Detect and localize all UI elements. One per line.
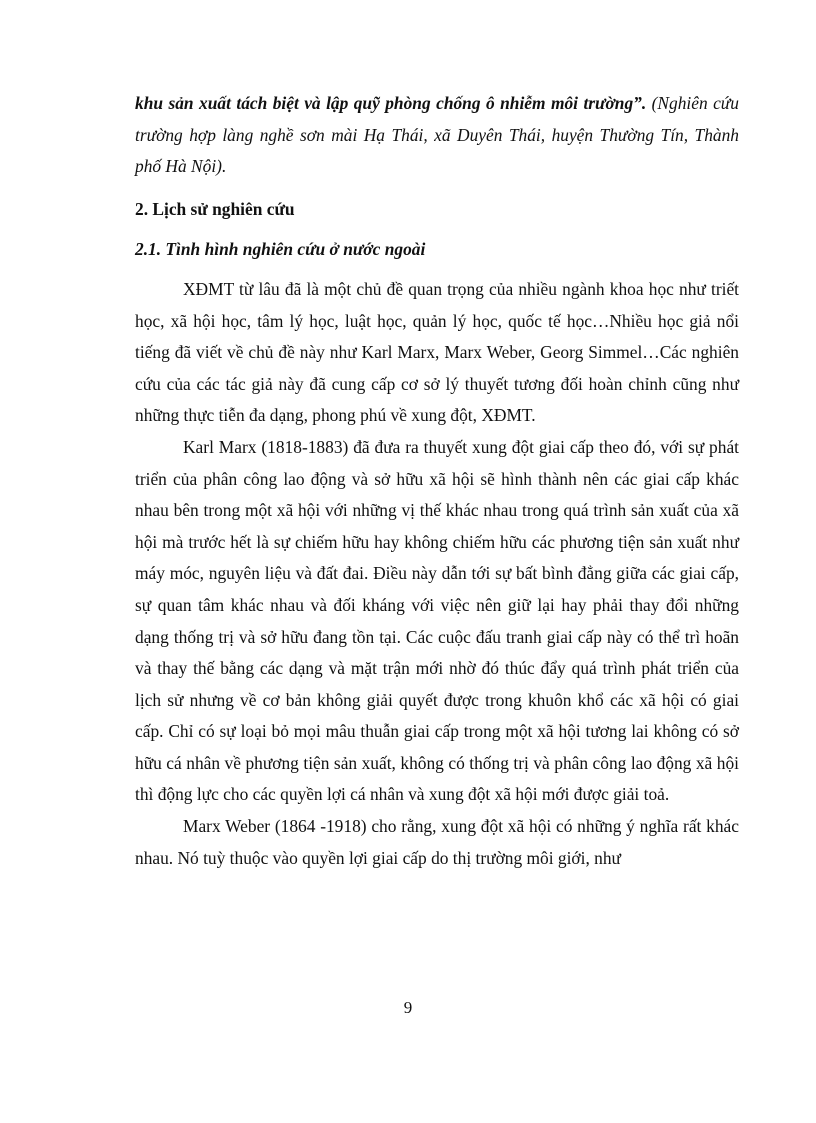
page-number: 9 <box>403 998 413 1017</box>
intro-italic-text: (Nghiên cứu trường hợp làng nghề sơn mài Hạ Thái, xã Duyên Thái, huyện Thường Tín, Thành phố Hà Nội). <box>135 93 739 177</box>
paragraph-marx-weber: Marx Weber (1864 -1918) cho rằng, xung đột xã hội có những ý nghĩa rất khác nhau. Nó tuỳ thuộc vào quyền lợi giai cấp do thị trường môi giới, như <box>135 816 739 868</box>
section-heading: 2. Lịch sử nghiên cứu <box>135 198 295 219</box>
subsection-heading: 2.1. Tình hình nghiên cứu ở nước ngoài <box>135 239 426 260</box>
intro-bold-text: khu sản xuất tách biệt và lập quỹ phòng chống ô nhiễm môi trường”. <box>135 93 647 113</box>
page-body <box>135 88 739 874</box>
paragraph-xdmt: XĐMT từ lâu đã là một chủ đề quan trọng của nhiều ngành khoa học như triết học, xã hội học, tâm lý học, luật học, quản lý học, quốc tế học…Nhiều học giả nổi tiếng đã viết về chủ đề này như Karl Marx, Marx Weber, Georg Simmel…Các nghiên cứu của các tác giả này đã cung cấp cơ sở lý thuyết tương đối hoàn chỉnh cũng như những thực tiễn đa dạng, phong phú về xung đột, XĐMT. <box>135 278 739 426</box>
paragraph-karl-marx: Karl Marx (1818-1883) đã đưa ra thuyết xung đột giai cấp theo đó, với sự phát triển của phân công lao động và sở hữu xã hội sẽ hình thành nên các giai cấp khác nhau bên trong một xã hội với những vị thế khác nhau trong quá trình sản xuất của xã hội mà trước hết là sự chiếm hữu hay không chiếm hữu các phương tiện sản xuất như máy móc, nguyên liệu và đất đai. Điều này dẫn tới sự bất bình đẳng giữa các giai cấp, sự quan tâm khác nhau và đối kháng với việc nên giữ lại hay phải thay đổi những dạng thống trị và sở hữu đang tồn tại. Các cuộc đấu tranh giai cấp này có thể trì hoãn và thay thế bằng các dạng và mặt trận mới nhờ đó thúc đẩy quá trình phát triển của lịch sử nhưng về cơ bản không giải quyết được trong khuôn khổ các xã hội có giai cấp. Chỉ có sự loại bỏ mọi mâu thuẫn giai cấp trong một xã hội tương lai không có sở hữu cá nhân về phương tiện sản xuất, không có thống trị và phân công lao động xã hội thì động lực cho các quyền lợi cá nhân và xung đột xã hội mới được giải toả. <box>135 436 739 805</box>
intro-paragraph <box>135 88 739 183</box>
